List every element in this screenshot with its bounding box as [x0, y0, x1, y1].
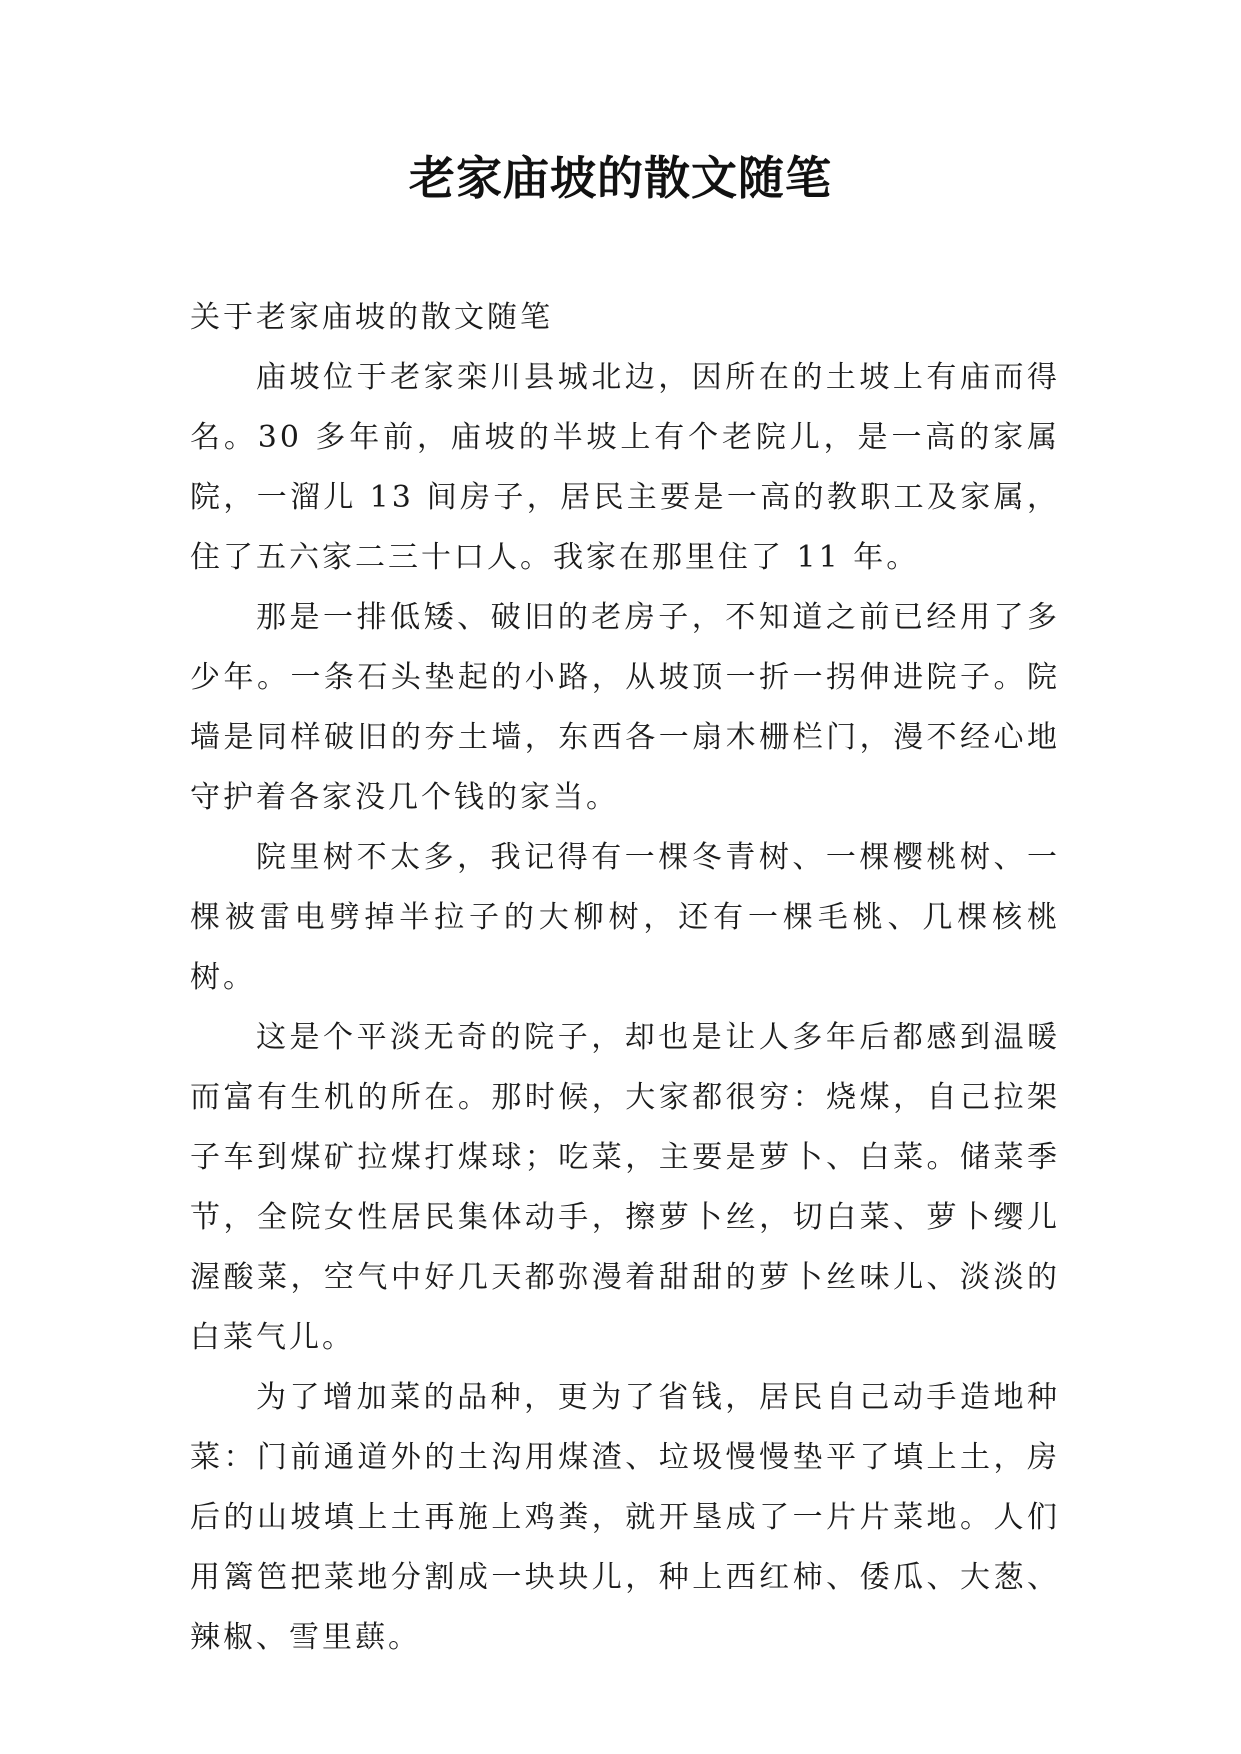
document-body	[190, 288, 1060, 1668]
paragraph: 这是个平淡无奇的院子，却也是让人多年后都感到温暖而富有生机的所在。那时候，大家都很穷：烧煤，自己拉架子车到煤矿拉煤打煤球；吃菜，主要是萝卜、白菜。储菜季节，全院女性居民集体动手，擦萝卜丝，切白菜、萝卜缨儿渥酸菜，空气中好几天都弥漫着甜甜的萝卜丝味儿、淡淡的白菜气儿。	[190, 1020, 1060, 1355]
document-subtitle: 关于老家庙坡的散文随笔	[190, 300, 553, 335]
paragraph: 那是一排低矮、破旧的老房子，不知道之前已经用了多少年。一条石头垫起的小路，从坡顶一折一拐伸进院子。院墙是同样破旧的夯土墙，东西各一扇木栅栏门，漫不经心地守护着各家没几个钱的家当。	[190, 600, 1060, 815]
paragraph: 庙坡位于老家栾川县城北边，因所在的土坡上有庙而得名。30 多年前，庙坡的半坡上有个老院儿，是一高的家属院，一溜儿 13 间房子，居民主要是一高的教职工及家属，住了五六家二三十口人。我家在那里住了 11 年。	[190, 360, 1060, 575]
document-title: 老家庙坡的散文随笔	[409, 151, 832, 205]
paragraph: 院里树不太多，我记得有一棵冬青树、一棵樱桃树、一棵被雷电劈掉半拉子的大柳树，还有一棵毛桃、几棵核桃树。	[190, 840, 1060, 995]
paragraph: 为了增加菜的品种，更为了省钱，居民自己动手造地种菜：门前通道外的土沟用煤渣、垃圾慢慢垫平了填上土，房后的山坡填上土再施上鸡粪，就开垦成了一片片菜地。人们用篱笆把菜地分割成一块块儿，种上西红柿、倭瓜、大葱、辣椒、雪里蕻。	[190, 1380, 1060, 1655]
